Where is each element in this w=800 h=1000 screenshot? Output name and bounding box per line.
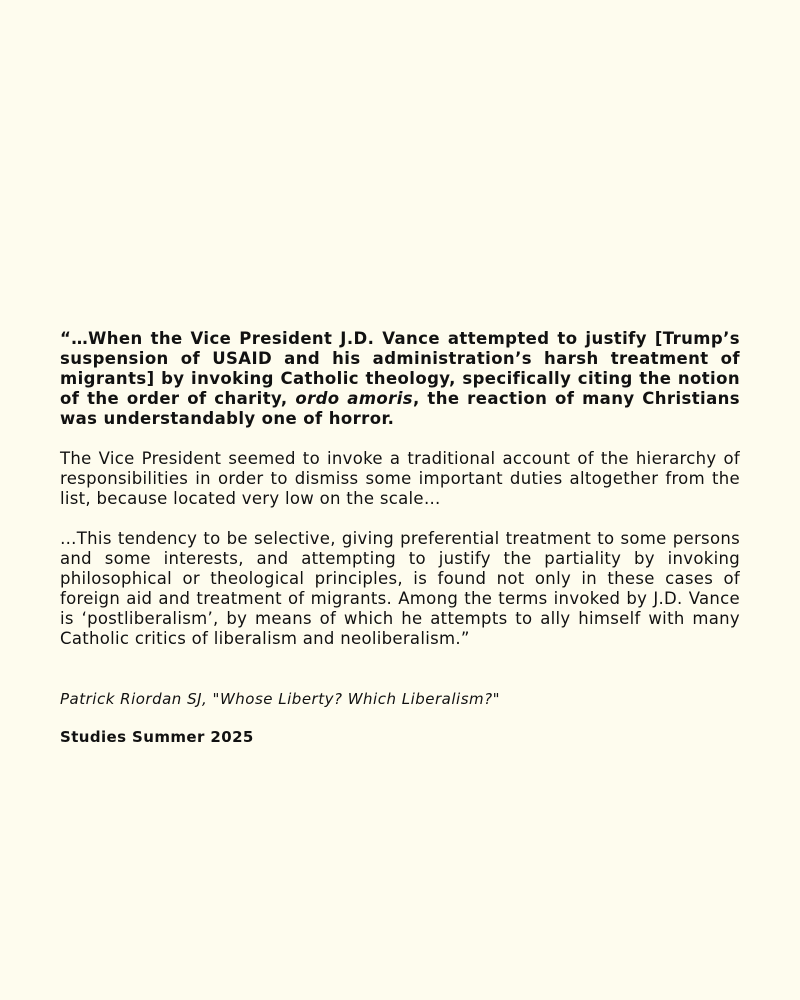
quote-paragraph-1-text-a: “…When the Vice President J.D. Vance attempted to justify [Trump’s suspension of USAID and his administration’s harsh treatment of migrants] by invoking Catholic theology, specifically citing the notion of the order of charity, <box>60 329 740 408</box>
quote-paragraph-1 <box>60 329 740 429</box>
quote-block <box>60 329 740 747</box>
quote-paragraph-1-text-b: , the reaction of many Christians was understandably one of horror. <box>60 389 740 428</box>
quote-paragraph-3: …This tendency to be selective, giving preferential treatment to some persons and some interests, and attempting to justify the partiality by invoking philosophical or theological principles, is found not only in these cases of foreign aid and treatment of migrants. Among the terms invoked by J.D. Vance is ‘postliberalism’, by means of which he attempts to ally himself with many Catholic critics of liberalism and neoliberalism.” <box>60 529 740 648</box>
ordo-amoris-term: ordo amoris <box>295 389 413 408</box>
citation-author-title: Patrick Riordan SJ, "Whose Liberty? Which Liberalism?" <box>60 690 500 708</box>
citation-source: Studies Summer 2025 <box>60 728 254 746</box>
quote-paragraph-2: The Vice President seemed to invoke a traditional account of the hierarchy of responsibilities in order to dismiss some important duties altogether from the list, because located very low on the scale… <box>60 449 740 508</box>
